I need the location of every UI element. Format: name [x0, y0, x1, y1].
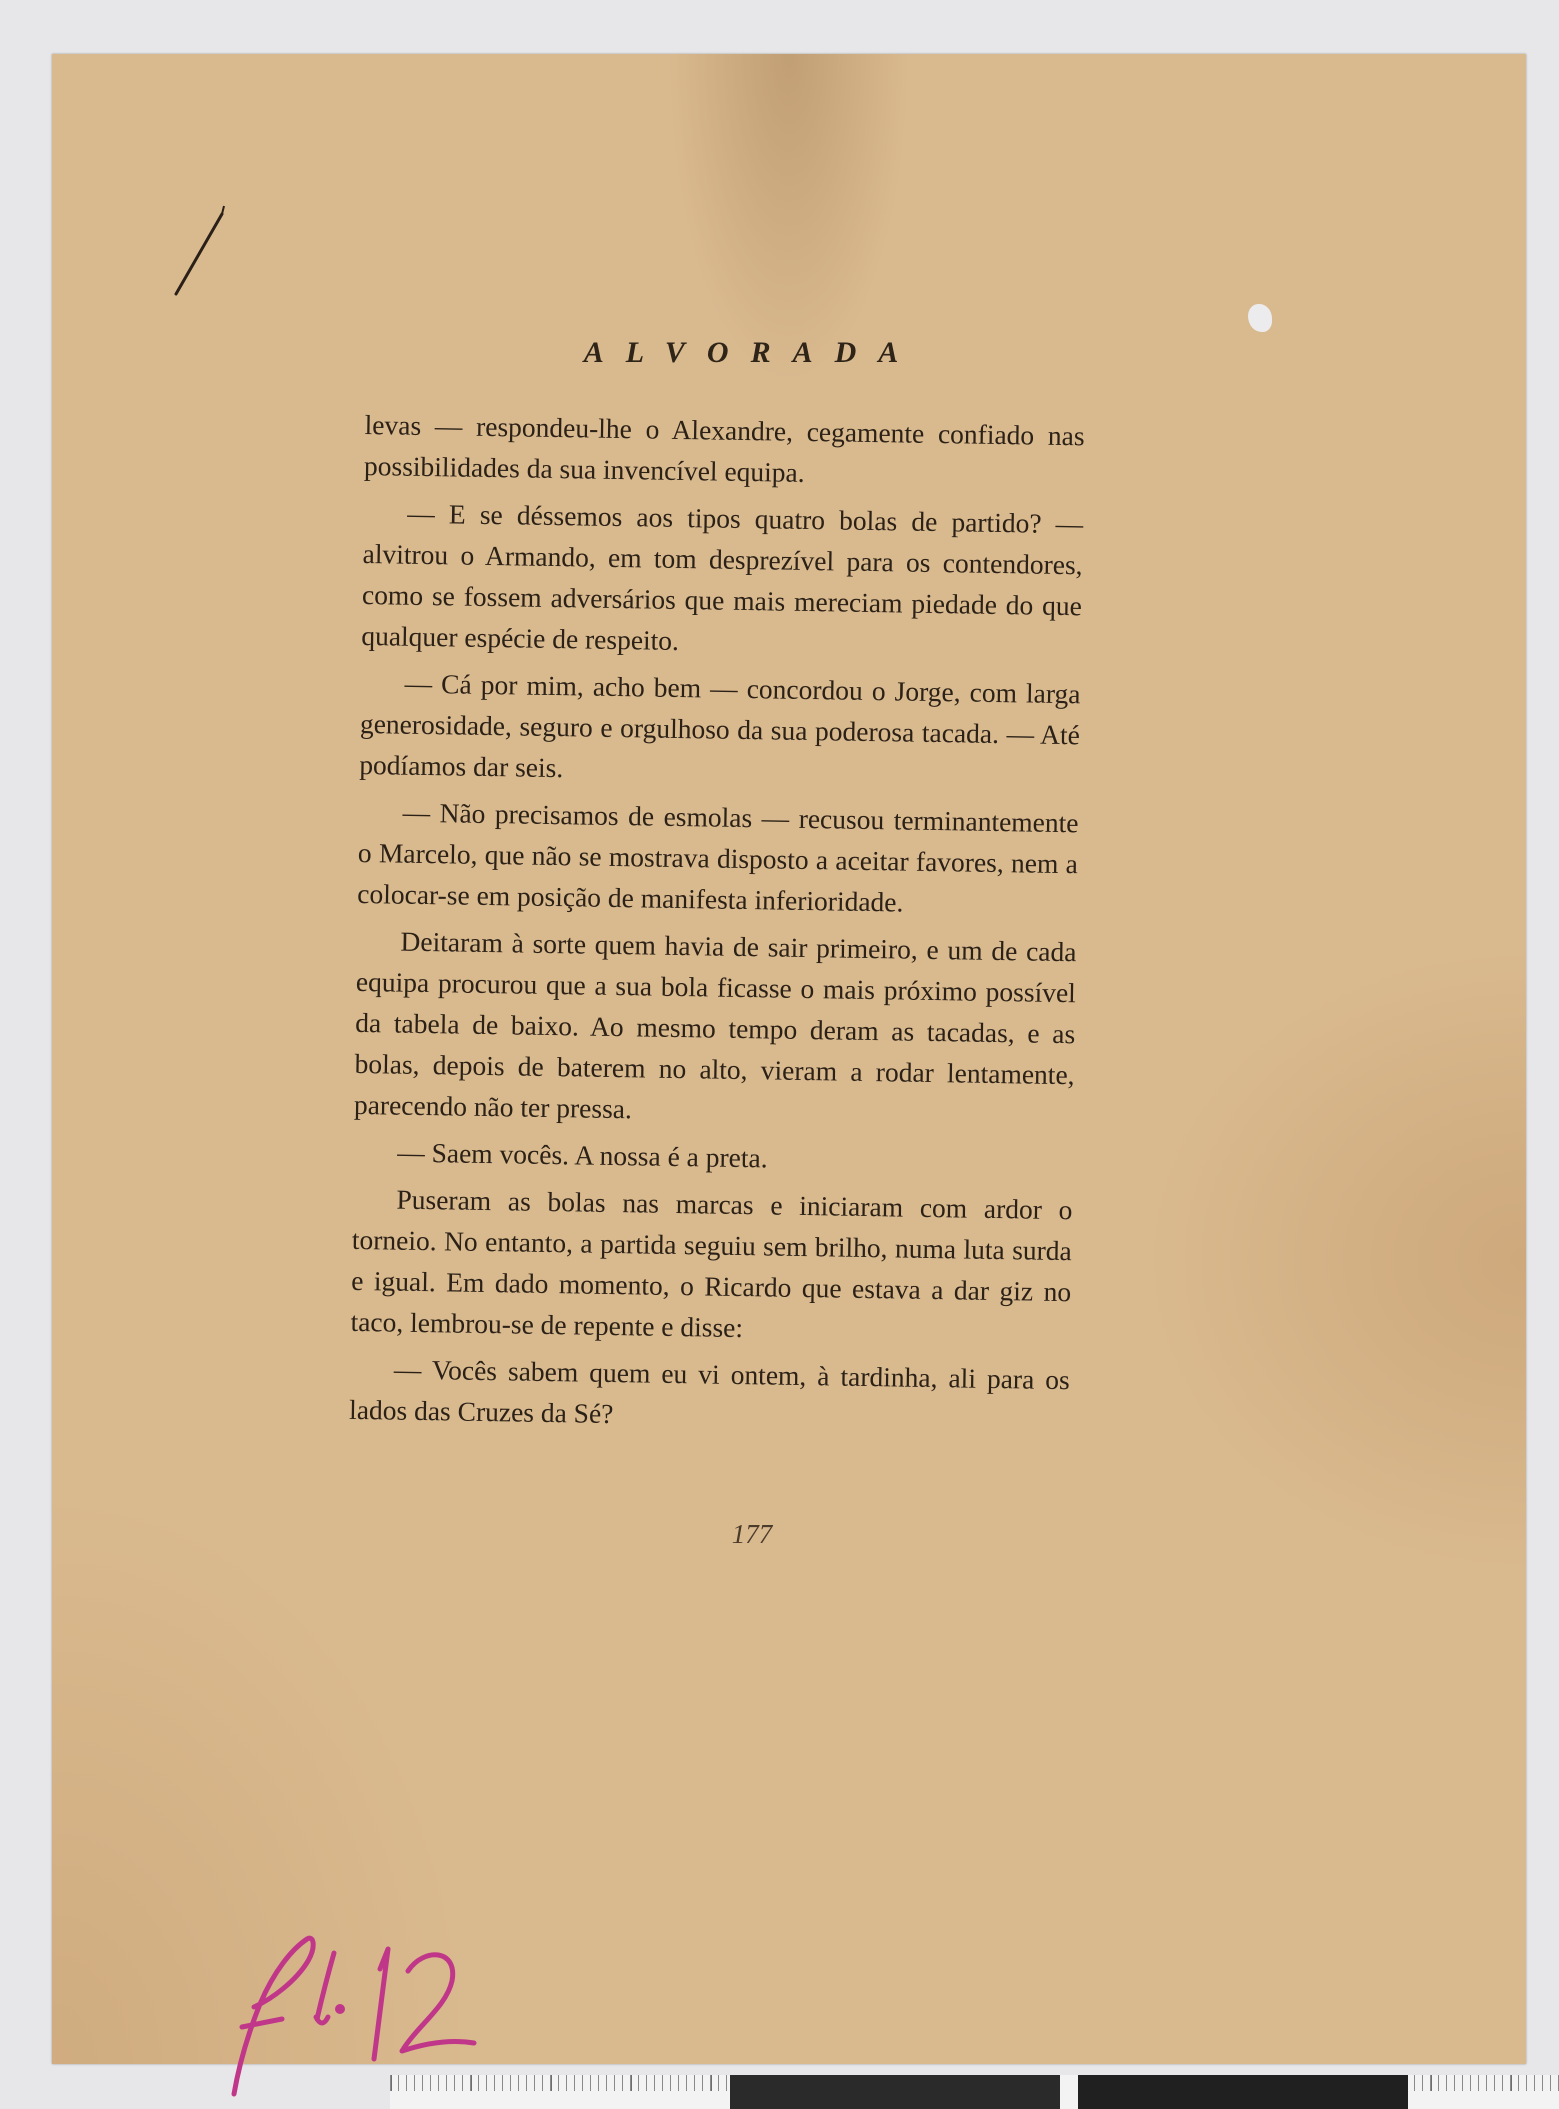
pen-stroke-mark — [162, 154, 252, 314]
document-page — [52, 54, 1526, 2064]
paragraph: — E se déssemos aos tipos quatro bolas de partido? — alvitrou o Armando, em tom desprezível para os contendores, como se fossem adversários que mais mereciam piedade do que qualquer espécie de respeito. — [361, 497, 1084, 656]
paragraph: — Saem vocês. A nossa é a preta. — [397, 1136, 768, 1174]
page-number: 177 — [731, 1519, 773, 1549]
paragraph: — Vocês sabem quem eu vi ontem, à tardinha, ali para os lados das Cruzes da Sé? — [348, 1353, 1071, 1430]
ruler-dark-segment — [730, 2075, 1060, 2109]
color-scale-ruler — [390, 2075, 1559, 2109]
paragraph: — Cá por mim, acho bem — concordou o Jorge, com larga generosidade, seguro e orgulhoso da sua poderosa tacada. — Até podíamos dar seis. — [359, 667, 1081, 784]
paragraph: Deitaram à sorte quem havia de sair primeiro, e um de cada equipa procurou que a sua bola ficasse o mais próximo possível da tabela de baixo. Ao mesmo tempo deram as tacadas, e as bolas, depois de baterem no alto, vieram a rodar lentamente, parecendo não ter pressa. — [353, 925, 1077, 1125]
paragraph: Puseram as bolas nas marcas e iniciaram com ardor o torneio. No entanto, a partida seguiu sem brilho, numa luta surda e igual. Em dado momento, o Ricardo que estava a dar giz no taco, lembrou-se de repente e disse: — [350, 1183, 1073, 1344]
ruler-gap — [1060, 2075, 1078, 2109]
ruler-dark-segment — [1078, 2075, 1408, 2109]
body-text — [349, 404, 1085, 1447]
paper-hole — [1248, 304, 1272, 332]
running-head: ALVORADA — [583, 336, 921, 369]
paragraph: levas — respondeu-lhe o Alexandre, cegamente confiado nas possibilidades da sua invencível equipa. — [363, 408, 1085, 488]
paragraph: — Não precisamos de esmolas — recusou terminantemente o Marcelo, que não se mostrava disposto a aceitar favores, nem a colocar-se em posição de manifesta inferioridade. — [357, 796, 1079, 918]
